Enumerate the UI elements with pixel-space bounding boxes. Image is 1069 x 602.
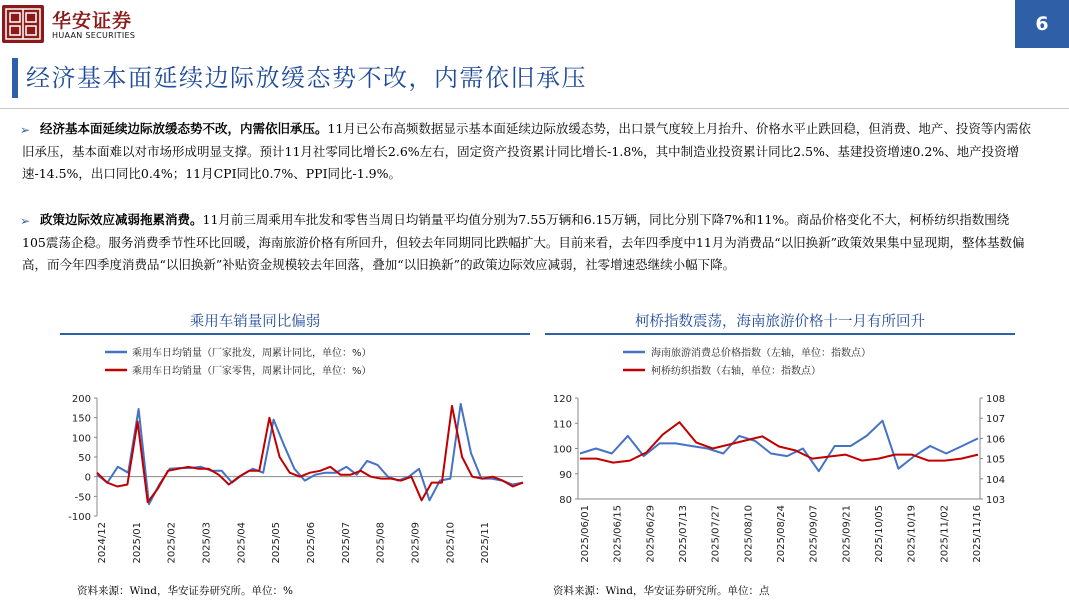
x-tick-label: 2025/07/13 [678,505,689,563]
x-tick-label: 2025/06 [306,522,317,564]
x-tick-label: 2025/11/02 [939,505,951,563]
x-tick-label: 2025/11/16 [972,505,983,563]
bullet-arrow-icon: ➢ [20,123,31,137]
y-right-tick-label: 104 [986,474,1006,486]
y-tick-label: 150 [71,413,91,425]
bullet-1-text: 11月已公布高频数据显示基本面延续边际放缓态势，出口景气度较上月抬升、价格水平止跌回稳，但消费、地产、投资等内需依旧承压，基本面难以对市场形成明显支撑。预计11月社零同比增长2.6%左右，固定资产投资累计同比增长-1.8%，其中制造业投资累计同比2.5%、基建投资增速0.2%、地产投资增速-14.5%，出口同比0.4%；11月CPI同比0.7%、PPI同比-1.9%。 [22,121,1031,181]
right-chart [540,336,1020,580]
y-tick-label: -50 [74,492,91,504]
y-tick-label: 0 [84,472,91,484]
right-chart-source: 资料来源：Wind，华安证券研究所。单位：点 [553,585,770,597]
x-tick-label: 2025/09 [410,522,422,564]
y-right-tick-label: 103 [986,495,1006,506]
x-tick-label: 2025/06/29 [645,505,657,563]
y-right-tick-label: 108 [986,394,1006,405]
y-right-tick-label: 105 [986,454,1006,466]
legend-label-2: 柯桥纺织指数（右轴，单位：指数点） [651,366,821,377]
x-tick-label: 2025/06/15 [612,505,624,563]
x-tick-label: 2025/09/21 [841,505,853,563]
left-chart-title-rule [60,333,530,335]
right-chart-title-rule [545,333,1015,335]
y-left-tick-label: 80 [559,495,572,506]
y-tick-label: 200 [71,394,91,405]
page-title: 经济基本面延续边际放缓态势不改，内需依旧承压 [26,64,587,92]
y-tick-label: 100 [71,433,91,445]
right-chart-title: 柯桥指数震荡，海南旅游价格十一月有所回升 [635,314,925,330]
x-tick-label: 2025/06/01 [580,505,591,563]
y-left-tick-label: 90 [559,469,572,481]
legend-label-2: 乘用车日均销量（厂家零售，周累计同比，单位：%） [132,366,372,377]
y-left-tick-label: 120 [552,394,572,405]
bullet-arrow-icon: ➢ [20,214,31,228]
y-tick-label: -100 [68,512,91,523]
y-left-tick-label: 110 [552,419,572,431]
x-tick-label: 2025/03 [201,522,213,564]
bullet-2-text: 11月前三周乘用车批发和零售当周日均销量平均值分别为7.55万辆和6.15万辆，同比分别下降7%和11%。商品价格变化不大，柯桥纺织指数围绕105震荡企稳。服务消费季节性环比回暖，海南旅游价格有所回升，但较去年同期同比跌幅扩大。目前来看，去年四季度中11月为消费品“以旧换新”政策效果集中显现期，整体基数偏高，而今年四季度消费品“以旧换新”补贴资金规模较去年回落，叠加“以旧换新”的政策边际效应减弱，社零增速恐继续小幅下降。 [22,212,1025,272]
header [0,0,1069,48]
x-tick-label: 2025/07/27 [710,505,722,563]
huaan-logo-icon [1,4,45,44]
x-tick-label: 2025/08/24 [776,505,787,563]
x-tick-label: 2025/02 [166,522,178,564]
y-right-tick-label: 107 [986,414,1006,426]
title-divider [0,108,1069,109]
y-left-tick-label: 100 [552,444,572,456]
x-tick-label: 2025/09/07 [808,505,820,563]
x-tick-label: 2025/07 [340,522,352,564]
x-tick-label: 2024/12 [97,522,108,564]
bullet-1-heading: 经济基本面延续边际放缓态势不改，内需依旧承压。 [40,121,328,136]
x-tick-label: 2025/01 [131,522,143,564]
x-tick-label: 2025/10 [445,522,457,564]
y-right-tick-label: 106 [986,434,1006,446]
x-tick-label: 2025/10/19 [906,505,918,563]
bullet-paragraph-2 [22,209,1032,277]
x-tick-label: 2025/08 [375,522,387,564]
logo-english-name: HUAAN SECURITIES [52,31,136,40]
left-chart-source: 资料来源：Wind，华安证券研究所。单位：% [77,585,293,597]
left-chart [55,336,530,580]
x-tick-label: 2025/08/10 [743,505,755,563]
legend-label-1: 乘用车日均销量（厂家批发，周累计同比，单位：%） [132,348,372,359]
title-accent-bar [12,58,18,98]
logo-chinese-name: 华安证券 [52,10,133,32]
bullet-paragraph-1 [22,118,1032,186]
x-tick-label: 2025/05 [271,522,283,564]
left-chart-title: 乘用车销量同比偏弱 [189,314,321,330]
x-tick-label: 2025/04 [236,522,248,564]
y-tick-label: 50 [78,453,91,464]
page-number: 6 [1015,0,1069,48]
x-tick-label: 2025/10/05 [874,505,885,563]
series-line-1 [97,404,523,504]
legend-label-1: 海南旅游消费总价格指数（左轴，单位：指数点） [651,348,871,359]
x-tick-label: 2025/11 [480,522,492,564]
series-line-2 [580,422,978,462]
bullet-2-heading: 政策边际效应减弱拖累消费。 [40,212,203,227]
